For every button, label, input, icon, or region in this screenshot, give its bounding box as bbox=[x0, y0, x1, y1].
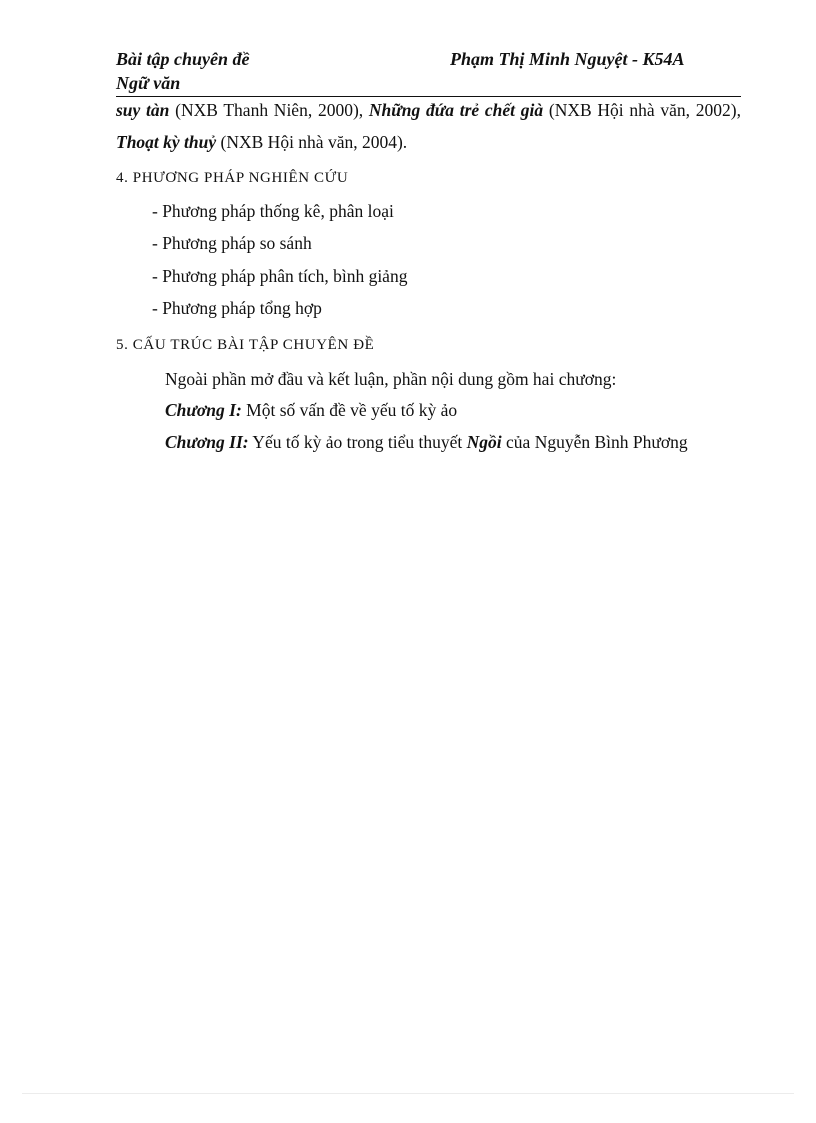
list-item: - Phương pháp thống kê, phân loại bbox=[152, 201, 394, 221]
section-heading-structure: 5. CẤU TRÚC BÀI TẬP CHUYÊN ĐỀ bbox=[116, 337, 375, 353]
chapter-two-text: Yếu tố kỳ ảo trong tiểu thuyết bbox=[248, 432, 467, 452]
chapter-one-label: Chương I: bbox=[165, 400, 242, 420]
chapter-two-label: Chương II: bbox=[165, 432, 249, 452]
book-title-thoat-ky-thuy: Thoạt kỳ thuỷ bbox=[116, 132, 217, 152]
structure-intro: Ngoài phần mở đầu và kết luận, phần nội dung gồm hai chương: bbox=[165, 369, 617, 389]
list-item: - Phương pháp tổng hợp bbox=[152, 298, 322, 318]
paragraph-text: (NXB Hội nhà văn, 2004). bbox=[216, 132, 408, 152]
page-bottom-divider bbox=[22, 1093, 794, 1094]
paragraph-text: (NXB Hội nhà văn, 2002), bbox=[543, 100, 742, 120]
continued-paragraph bbox=[116, 94, 741, 158]
book-title-nhung-dua-tre: Những đứa trẻ chết già bbox=[368, 100, 544, 120]
chapter-two-text-end: của Nguyễn Bình Phương bbox=[501, 432, 688, 452]
chapter-two-line bbox=[165, 430, 688, 454]
novel-title-ngoi: Ngồi bbox=[466, 432, 502, 452]
list-item: - Phương pháp so sánh bbox=[152, 233, 312, 253]
paragraph-text: (NXB Thanh Niên, 2000), bbox=[169, 100, 369, 120]
chapter-one-line bbox=[165, 398, 457, 422]
page-header bbox=[116, 48, 741, 97]
chapter-one-text: Một số vấn đề về yếu tố kỳ ảo bbox=[241, 400, 458, 420]
book-title-suy-tan: suy tàn bbox=[116, 100, 170, 120]
list-item: - Phương pháp phân tích, bình giảng bbox=[152, 266, 408, 286]
header-course-title: Bài tập chuyên đề bbox=[116, 49, 250, 69]
header-author: Phạm Thị Minh Nguyệt - K54A bbox=[450, 49, 685, 69]
section-heading-methods: 4. PHƯƠNG PHÁP NGHIÊN CỨU bbox=[116, 170, 349, 186]
header-subject: Ngữ văn bbox=[116, 73, 181, 93]
